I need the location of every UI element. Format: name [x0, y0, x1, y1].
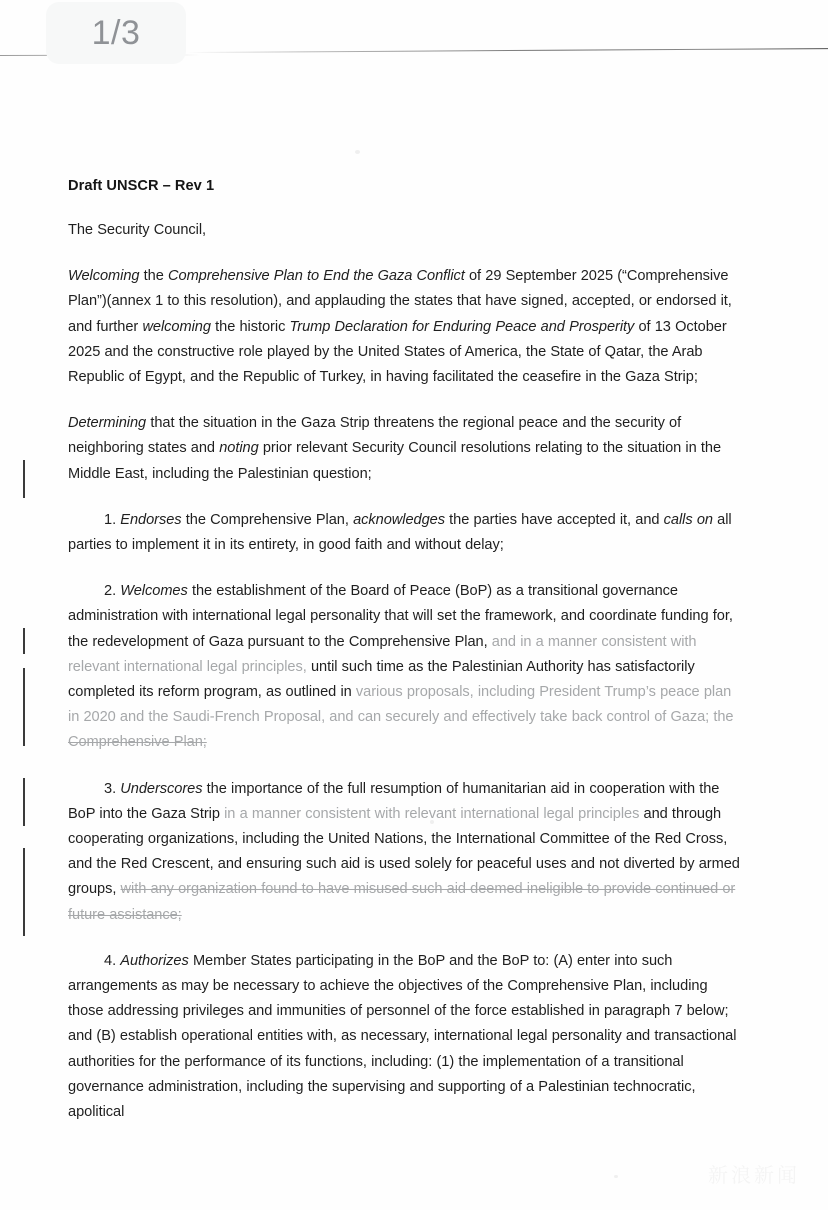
source-watermark: 新浪新闻: [708, 1163, 800, 1187]
document-title: Draft UNSCR – Rev 1: [68, 178, 215, 194]
operative-paragraph-1: 1. Endorses the Comprehensive Plan, acknowledges the parties have accepted it, and calls on all parties to implement it in its entirety, in good faith and without delay;: [68, 511, 732, 554]
document-text-column: [68, 178, 740, 1146]
paper-edge-line-right: [188, 48, 828, 53]
operative-paragraph-2: 2. Welcomes the establishment of the Board of Peace (BoP) as a transitional governance administration with international legal personality that will set the framework, and coordinate funding for, the redevelopment of Gaza pursuant to the Comprehensive Plan, and in a manner consistent with relevant international legal principles, until such time as the Palestinian Authority has satisfactorily completed its reform program, as outlined in various proposals, including President Trump’s peace plan in 2020 and the Saudi-French Proposal, and can securely and effectively take back control of Gaza; the Comprehensive Plan;: [68, 583, 734, 751]
operative-paragraph-3: 3. Underscores the importance of the full resumption of humanitarian aid in cooperation with the BoP into the Gaza Strip in a manner consistent with relevant international legal principles and through cooperating organizations, including the United Nations, the International Committee of the Red Cross, and the Red Crescent, and ensuring such aid is used solely for peaceful uses and not diverted by armed groups, with any organization found to have misused such aid deemed ineligible to provide continued or future assistance;: [68, 780, 740, 923]
change-bar-4: [23, 778, 25, 826]
page-indicator-badge: [46, 2, 186, 64]
preamble-paragraph-welcoming: Welcoming the Comprehensive Plan to End the Gaza Conflict of 29 September 2025 (“Comprehensive Plan”)(annex 1 to this resolution), and applauding the states that have signed, accepted, or endorsed it, and further welcoming the historic Trump Declaration for Enduring Peace and Prosperity of 13 October 2025 and the constructive role played by the United States of America, the State of Qatar, the Arab Republic of Egypt, and the Republic of Turkey, in having facilitated the ceasefire in the Gaza Strip;: [68, 268, 732, 386]
preamble-paragraph-determining: Determining that the situation in the Gaza Strip threatens the regional peace and the security of neighboring states and noting prior relevant Security Council resolutions relating to the situation in the Middle East, including the Palestinian question;: [68, 415, 722, 482]
change-bar-2: [23, 628, 25, 654]
page-indicator-label: 1/3: [91, 14, 141, 52]
scan-speckle: [614, 1175, 618, 1178]
salutation: The Security Council,: [68, 222, 207, 238]
change-bar-3: [23, 668, 25, 746]
scan-speckle: [355, 150, 360, 154]
operative-paragraph-4: 4. Authorizes Member States participating in the BoP and the BoP to: (A) enter into such arrangements as may be necessary to achieve the objectives of the Comprehensive Plan, including those addressing privileges and immunities of personnel of the force established in paragraph 7 below; and (B) establish operational entities with, as necessary, international legal personality and transactional authorities for the performance of its functions, including: (1) the implementation of a transitional governance administration, including the supervising and supporting of a Palestinian technocratic, apolitical: [68, 952, 737, 1121]
change-bar-1: [23, 460, 25, 498]
change-bar-5: [23, 848, 25, 936]
